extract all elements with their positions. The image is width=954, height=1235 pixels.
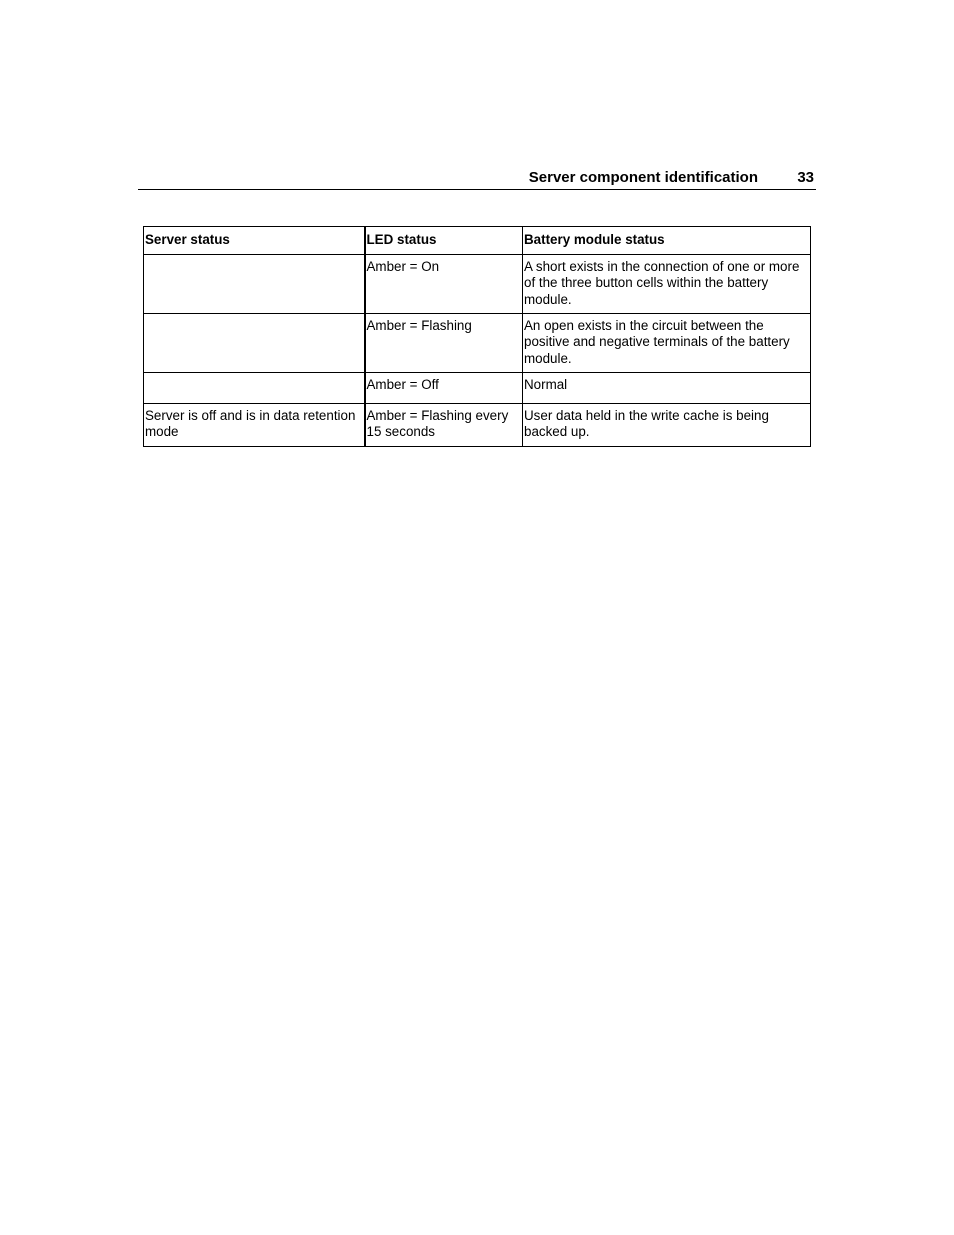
- column-header-server-status: Server status: [144, 227, 365, 255]
- cell-battery-status: A short exists in the connection of one or more of the three button cells within the battery module.: [523, 254, 811, 313]
- column-header-battery-status: Battery module status: [523, 227, 811, 255]
- table-row: [144, 372, 811, 403]
- table-row: [144, 254, 811, 313]
- cell-led-status: Amber = Flashing: [365, 313, 523, 372]
- battery-led-status-table: [143, 226, 811, 447]
- running-header: [138, 168, 816, 190]
- cell-server-status: [144, 254, 365, 313]
- header-title: Server component identification: [528, 169, 758, 186]
- table-header-row: [144, 227, 811, 255]
- page-number: 33: [797, 169, 814, 186]
- table-row: [144, 403, 811, 446]
- cell-server-status: [144, 313, 365, 372]
- cell-battery-status: An open exists in the circuit between the positive and negative terminals of the battery module.: [523, 313, 811, 372]
- cell-led-status: Amber = On: [365, 254, 523, 313]
- cell-server-status: [144, 372, 365, 403]
- cell-battery-status: Normal: [523, 372, 811, 403]
- column-header-led-status: LED status: [365, 227, 523, 255]
- cell-server-status: Server is off and is in data retention mode: [144, 403, 365, 446]
- cell-led-status: Amber = Off: [365, 372, 523, 403]
- table-row: [144, 313, 811, 372]
- cell-led-status: Amber = Flashing every 15 seconds: [365, 403, 523, 446]
- cell-battery-status: User data held in the write cache is being backed up.: [523, 403, 811, 446]
